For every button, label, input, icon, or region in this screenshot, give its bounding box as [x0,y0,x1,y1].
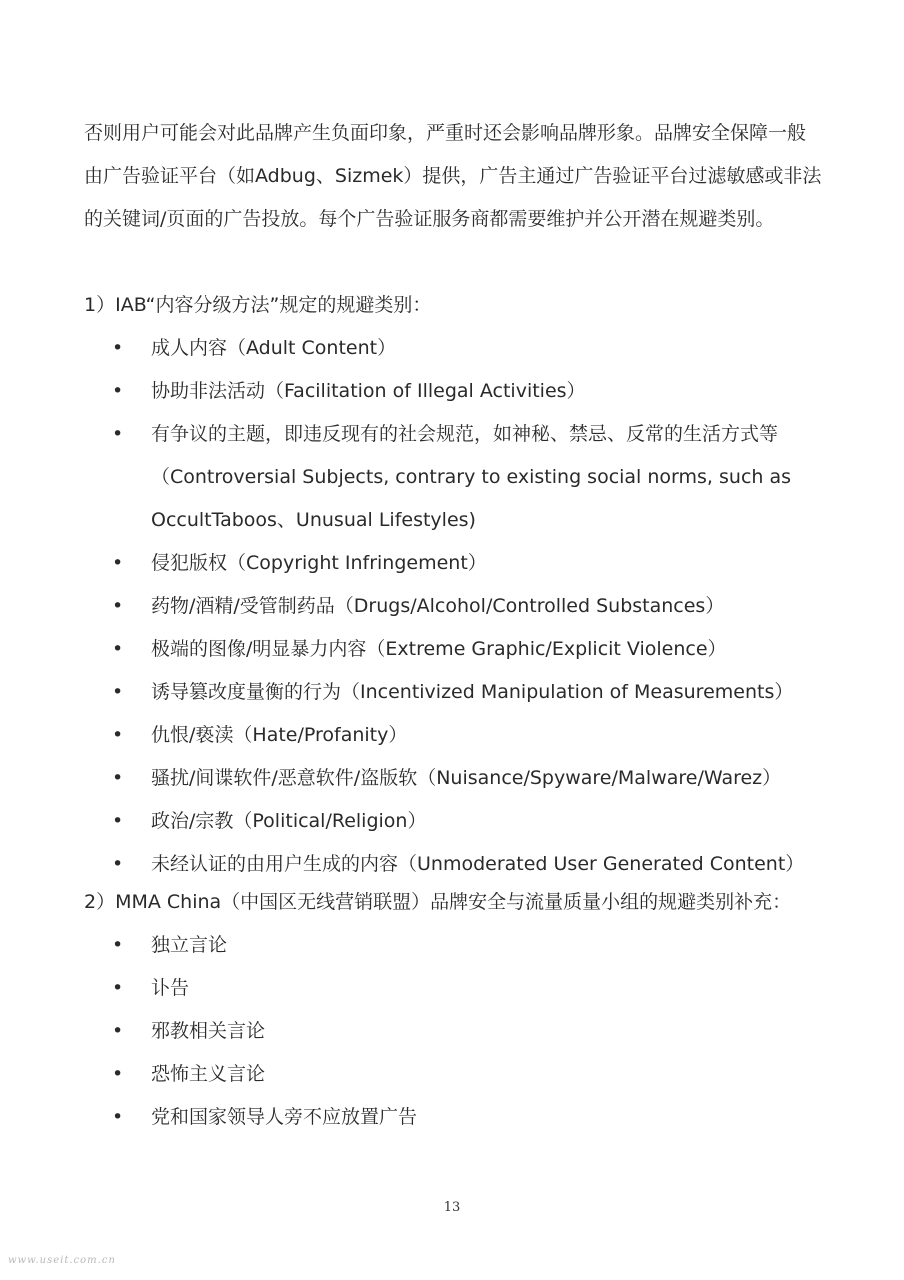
list-item-text: 协助非法活动（Facilitation of Illegal Activities） [151,380,586,402]
list-item [0,967,831,1010]
bullet-icon: • [112,595,124,617]
bullet-icon: • [112,380,124,402]
list-item-text: 诱导篡改度量衡的行为（Incentivized Manipulation of Measurements） [151,681,794,703]
list-item-text: 未经认证的由用户生成的内容（Unmoderated User Generated Content） [151,853,805,875]
list-item-text: 邪教相关言论 [151,1020,266,1042]
list-item [0,714,831,757]
list-item [0,370,831,413]
list-item-text: 极端的图像/明显暴力内容（Extreme Graphic/Explicit Violence） [151,638,727,660]
intro-paragraph: 否则用户可能会对此品牌产生负面印象，严重时还会影响品牌形象。品牌安全保障一般由广告验证平台（如Adbug、Sizmek）提供，广告主通过广告验证平台过滤敏感或非法的关键词/页面的广告投放。每个广告验证服务商都需要维护并公开潜在规避类别。 [84,122,822,230]
list-item-text: 政治/宗教（Political/Religion） [151,810,427,832]
list-item [0,327,831,370]
bullet-icon: • [112,977,124,999]
list-item-text: 讣告 [151,977,190,999]
list-item [0,1010,831,1053]
bullet-icon: • [112,681,124,703]
list-item [0,413,831,542]
list-item-text: 骚扰/间谍软件/恶意软件/盗版软（Nuisance/Spyware/Malware/Warez） [151,767,782,789]
watermark: www.useit.com.cn [8,1255,116,1266]
list-item [0,757,831,800]
list-item-text: 侵犯版权（Copyright Infringement） [151,552,487,574]
bullet-icon: • [112,638,124,660]
section-2-heading: 2）MMA China（中国区无线营销联盟）品牌安全与流量质量小组的规避类别补充： [84,891,792,913]
list-item-text: 有争议的主题，即违反现有的社会规范，如神秘、禁忌、反常的生活方式等（Controversial Subjects, contrary to existing social norms, such as OccultTaboos、Unusual Lifestyles) [151,423,792,531]
bullet-icon: • [112,1063,124,1085]
list-item-text: 仇恨/亵渎（Hate/Profanity） [151,724,408,746]
list-item [0,628,831,671]
section-1-list [0,327,904,886]
bullet-icon: • [112,1020,124,1042]
list-item-text: 党和国家领导人旁不应放置广告 [151,1106,418,1128]
list-item [0,1053,831,1096]
list-item [0,671,831,714]
list-item [0,1096,831,1139]
page-number: 13 [443,1200,461,1215]
bullet-icon: • [112,934,124,956]
list-item [0,800,831,843]
bullet-icon: • [112,552,124,574]
list-item [0,843,831,886]
list-item [0,542,831,585]
list-item-text: 药物/酒精/受管制药品（Drugs/Alcohol/Controlled Substances） [151,595,725,617]
list-item-text: 独立言论 [151,934,228,956]
section-1-heading: 1）IAB“内容分级方法”规定的规避类别： [84,294,432,316]
bullet-icon: • [112,1106,124,1128]
list-item-text: 成人内容（Adult Content） [151,337,397,359]
bullet-icon: • [112,767,124,789]
bullet-icon: • [112,423,124,445]
bullet-icon: • [112,337,124,359]
list-item [0,924,831,967]
bullet-icon: • [112,724,124,746]
list-item [0,585,831,628]
bullet-icon: • [112,853,124,875]
bullet-icon: • [112,810,124,832]
section-2-list [0,924,904,1139]
list-item-text: 恐怖主义言论 [151,1063,266,1085]
